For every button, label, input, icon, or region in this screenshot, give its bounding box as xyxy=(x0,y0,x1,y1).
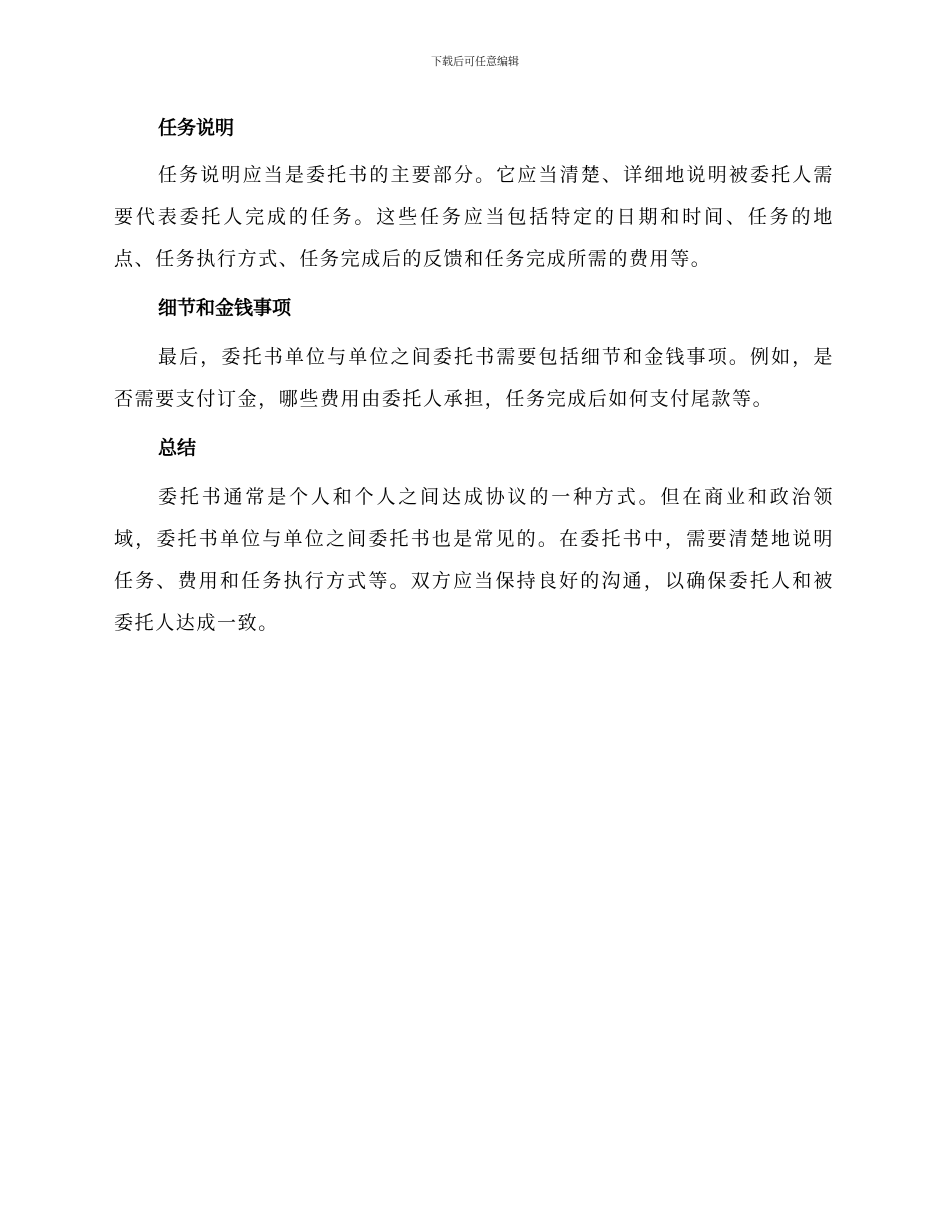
section-paragraph: 委托书通常是个人和个人之间达成协议的一种方式。但在商业和政治领域，委托书单位与单位之间委托书也是常见的。在委托书中，需要清楚地说明任务、费用和任务执行方式等。双方应当保持良好的沟通，以确保委托人和被委托人达成一致。 xyxy=(114,486,834,634)
section-paragraph: 任务说明应当是委托书的主要部分。它应当清楚、详细地说明被委托人需要代表委托人完成的任务。这些任务应当包括特定的日期和时间、任务的地点、任务执行方式、任务完成后的反馈和任务完成所需的费用等。 xyxy=(114,164,834,270)
section-heading: 细节和金钱事项 xyxy=(158,297,292,319)
section-details-and-money xyxy=(114,290,834,420)
section-heading: 任务说明 xyxy=(158,117,235,139)
document-body xyxy=(114,110,834,654)
page-header: 下载后可任意编辑 xyxy=(431,55,519,68)
section-task-description xyxy=(114,110,834,280)
section-paragraph: 最后，委托书单位与单位之间委托书需要包括细节和金钱事项。例如，是否需要支付订金，哪些费用由委托人承担，任务完成后如何支付尾款等。 xyxy=(114,346,834,410)
section-summary xyxy=(114,430,834,644)
section-heading: 总结 xyxy=(158,437,197,459)
